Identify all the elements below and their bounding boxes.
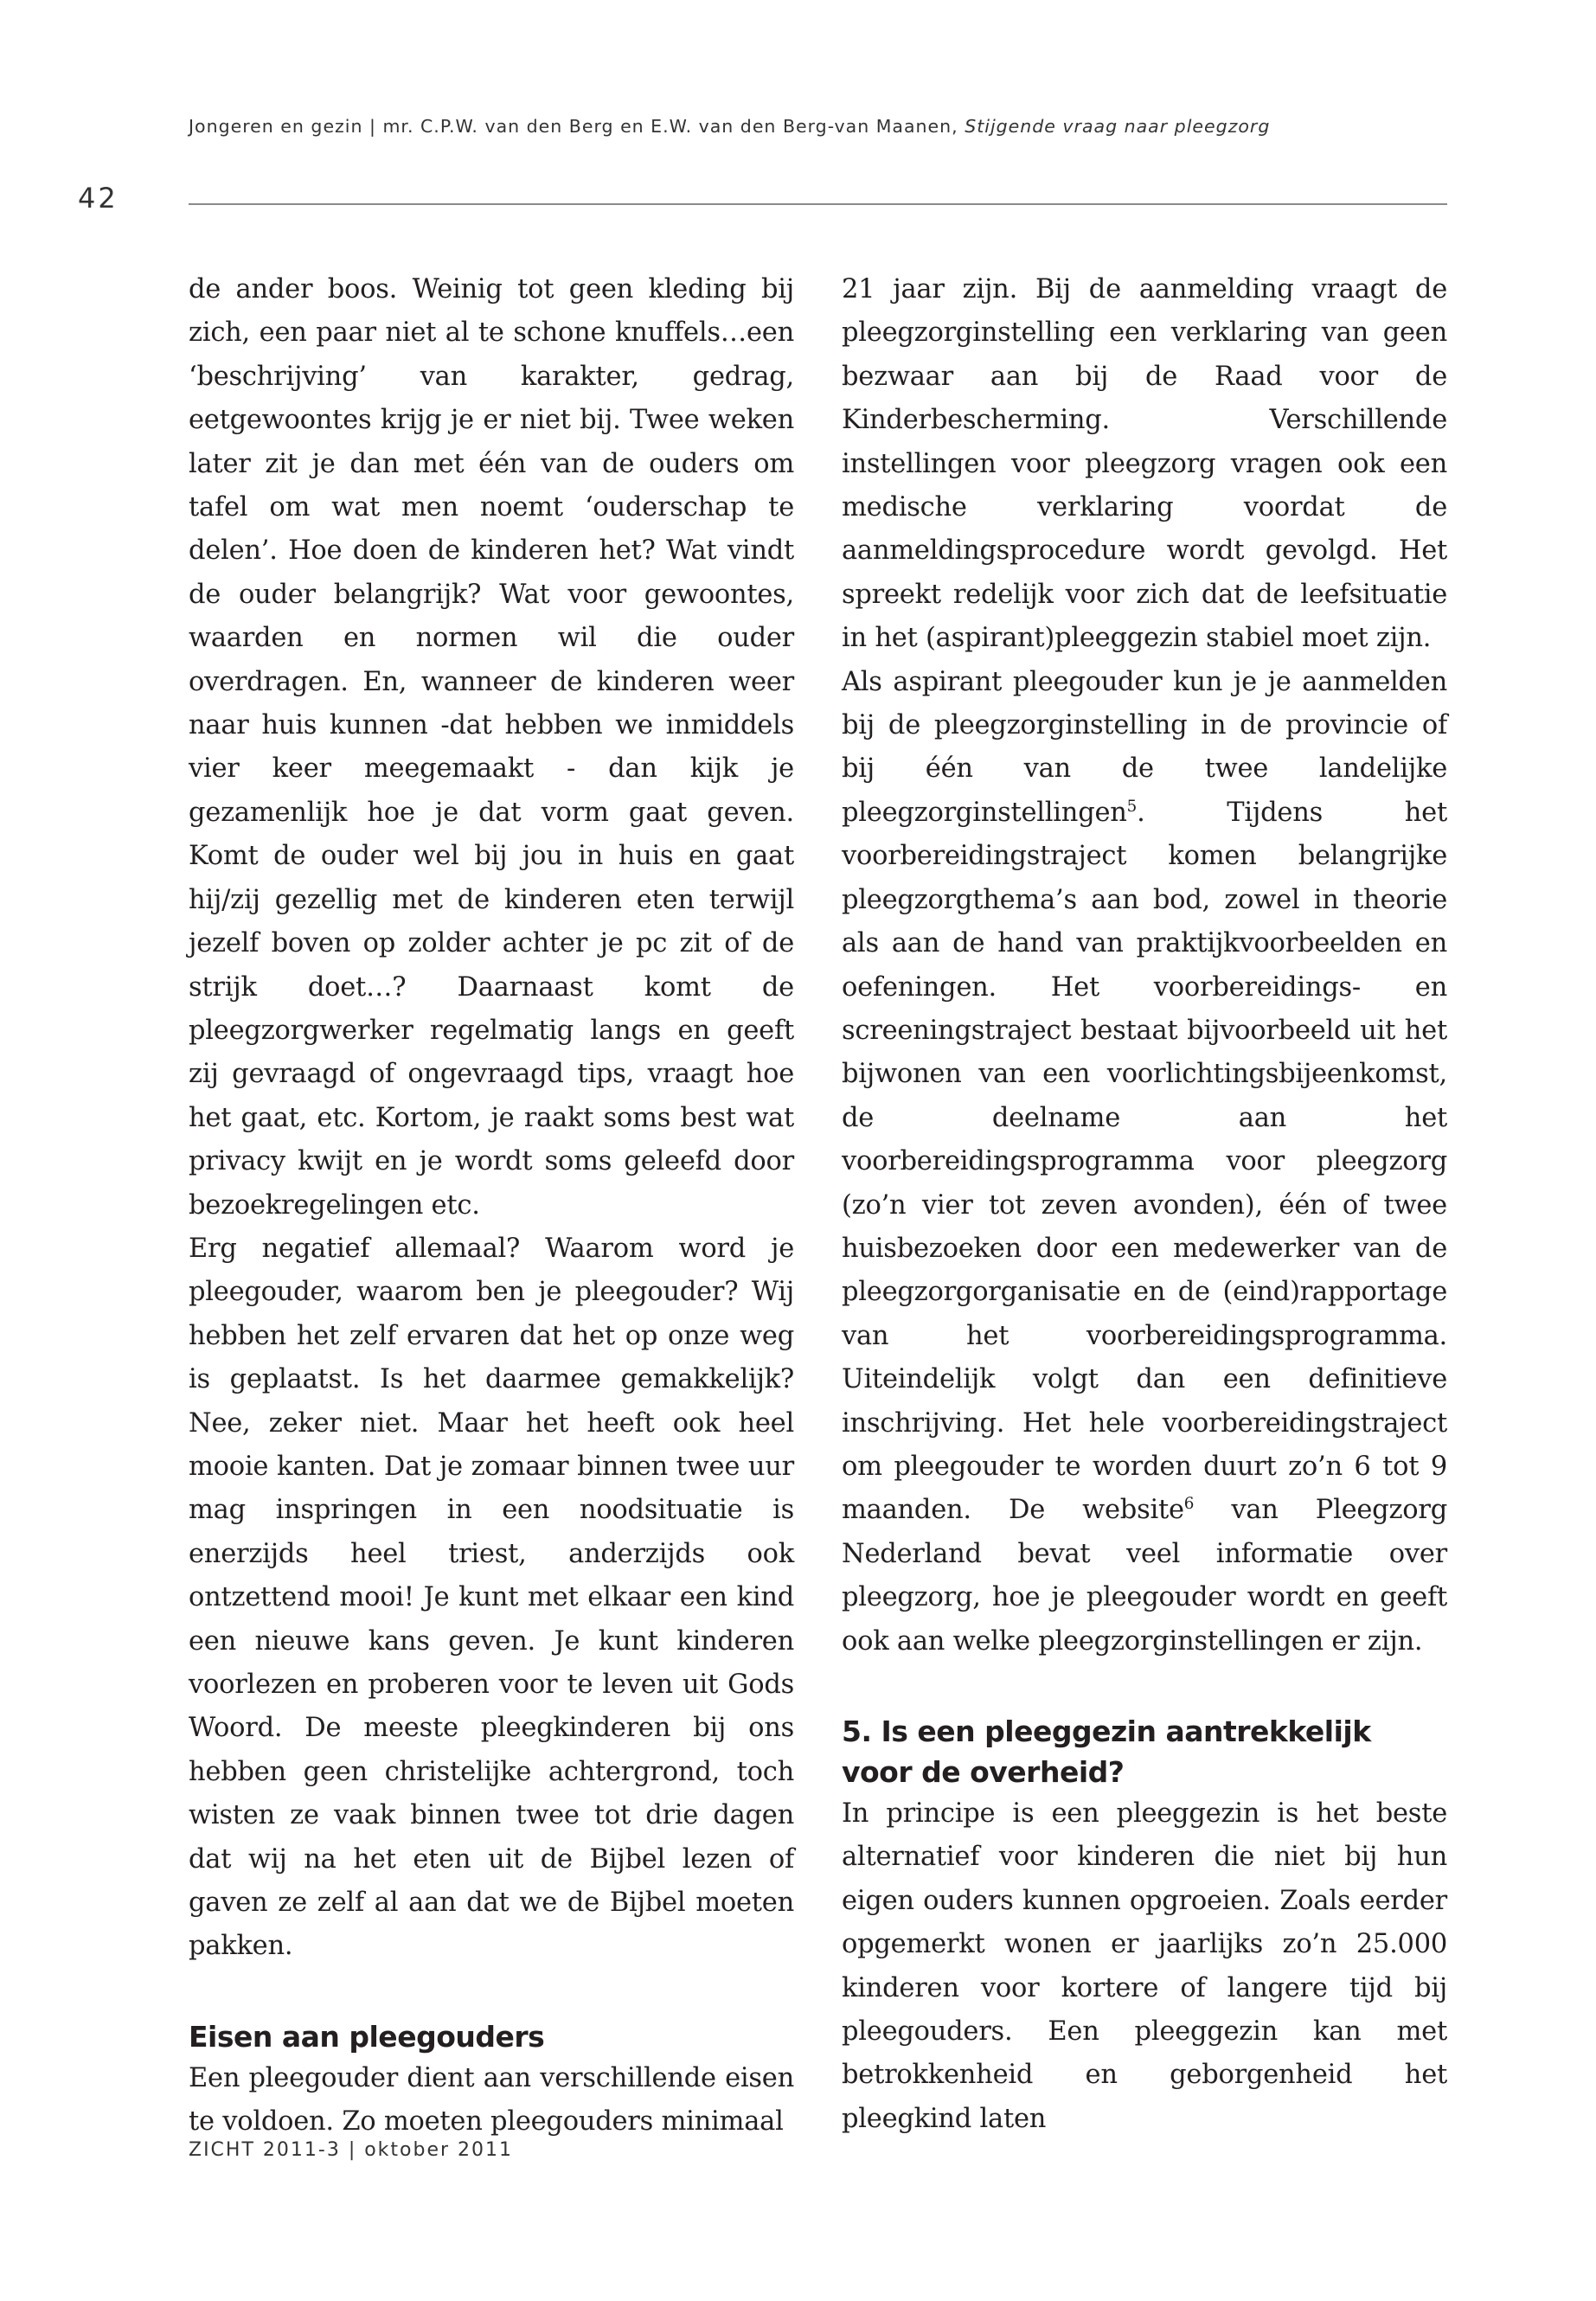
body-paragraph: Een pleegouder dient aan verschillende eisen te voldoen. Zo moeten pleegouders minimaal [189,2062,794,2138]
body-paragraph: In principe is een pleeggezin is het beste alternatief voor kinderen die niet bij hun eigen ouders kunnen opgroeien. Zoals eerder opgemerkt wonen er jaarlijks zo’n 25.000 kinderen voor kortere of langere tijd bij pleegouders. Een pleeggezin kan met betrokkenheid en geborgenheid het pleegkind laten [842,1798,1447,2134]
header-rule [189,203,1447,205]
footnote-marker-6[interactable]: 6 [1183,1495,1195,1514]
running-head-title: Stijgende vraag naar pleegzorg [965,116,1271,137]
right-column [842,268,1447,2141]
running-head-authors: Jongeren en gezin | mr. C.P.W. van den Berg en E.W. van den Berg-van Maanen, [189,116,965,137]
body-paragraph [842,661,1447,1663]
running-head [189,116,1452,137]
footer: ZICHT 2011-3 | oktober 2011 [189,2139,514,2161]
body-text: van Pleegzorg Nederland bevat veel informatie over pleegzorg, hoe je pleegouder wordt en geeft ook aan welke pleegzorginstellingen er zijn. [842,1495,1447,1657]
body-paragraph: Erg negatief allemaal? Waarom word je pleegouder, waarom ben je pleegouder? Wij hebben het zelf ervaren dat het op onze weg is geplaatst. Is het daarmee gemakkelijk? Nee, zeker niet. Maar het heeft ook heel mooie kanten. Dat je zomaar binnen twee uur mag inspringen in een noodsituatie is enerzijds heel triest, anderzijds ook ontzettend mooi! Je kunt met elkaar een kind een nieuwe kans geven. Je kunt kinderen voorlezen en proberen voor te leven uit Gods Woord. De meeste pleegkinderen bij ons hebben geen christelijke achtergrond, toch wisten ze vaak binnen twee tot drie dagen dat wij na het eten uit de Bijbel lezen of gaven ze zelf al aan dat we de Bijbel moeten pakken. [189,1233,794,1962]
section-heading: 5. Is een pleeggezin aantrekkelijk voor de overheid? [842,1715,1371,1789]
body-paragraph: 21 jaar zijn. Bij de aanmelding vraagt de pleegzorginstelling een verklaring van geen bezwaar aan bij de Raad voor de Kinderbescherming. Verschillende instellingen voor pleegzorg vragen ook een medische verklaring voordat de aanmeldingsprocedure wordt gevolgd. Het spreekt redelijk voor zich dat de leefsituatie in het (aspirant)pleeggezin stabiel moet zijn. [842,274,1447,654]
left-column [189,268,794,2144]
page-number: 42 [78,182,119,215]
body-text: . Tijdens het voorbereidingstraject komen belangrijke pleegzorgthema’s aan bod, zowel in theorie als aan de hand van praktijkvoorbeelden en oefeningen. Het voorbereidings- en screeningstraject bestaat bijvoorbeeld uit het bijwonen van een voorlichtingsbijeenkomst, de deelname aan het voorbereidingsprogramma voor pleegzorg (zo’n vier tot zeven avonden), één of twee huisbezoeken door een medewerker van de pleegzorgorganisatie en de (eind)rapportage van het voorbereidingsprogramma. Uiteindelijk volgt dan een definitieve inschrijving. Het hele voorbereidingstraject om pleegouder te worden duurt zo’n 6 tot 9 maanden. De website [842,797,1447,1526]
section-heading: Eisen aan pleegouders [189,2019,545,2054]
body-paragraph: de ander boos. Weinig tot geen kleding bij zich, een paar niet al te schone knuffels…een ‘beschrijving’ van karakter, gedrag, eetgewoontes krijg je er niet bij. Twee weken later zit je dan met één van de ouders om tafel om wat men noemt ‘ouderschap te delen’. Hoe doen de kinderen het? Wat vindt de ouder belangrijk? Wat voor gewoontes, waarden en normen wil die ouder overdragen. En, wanneer de kinderen weer naar huis kunnen -dat hebben we inmiddels vier keer meegemaakt - dan kijk je gezamenlijk hoe je dat vorm gaat geven. Komt de ouder wel bij jou in huis en gaat hij/zij gezellig met de kinderen eten terwijl jezelf boven op zolder achter je pc zit of de strijk doet…? Daarnaast komt de pleegzorgwerker regelmatig langs en geeft zij gevraagd of ongevraagd tips, vraagt hoe het gaat, etc. Kortom, je raakt soms best wat privacy kwijt en je wordt soms geleefd door bezoekregelingen etc. [189,274,794,1221]
footnote-marker-5[interactable]: 5 [1126,797,1138,816]
body-text: Als aspirant pleegouder kun je je aanmelden bij de pleegzorginstelling in de provincie of bij één van de twee landelijke pleegzorginstellingen [842,666,1447,828]
